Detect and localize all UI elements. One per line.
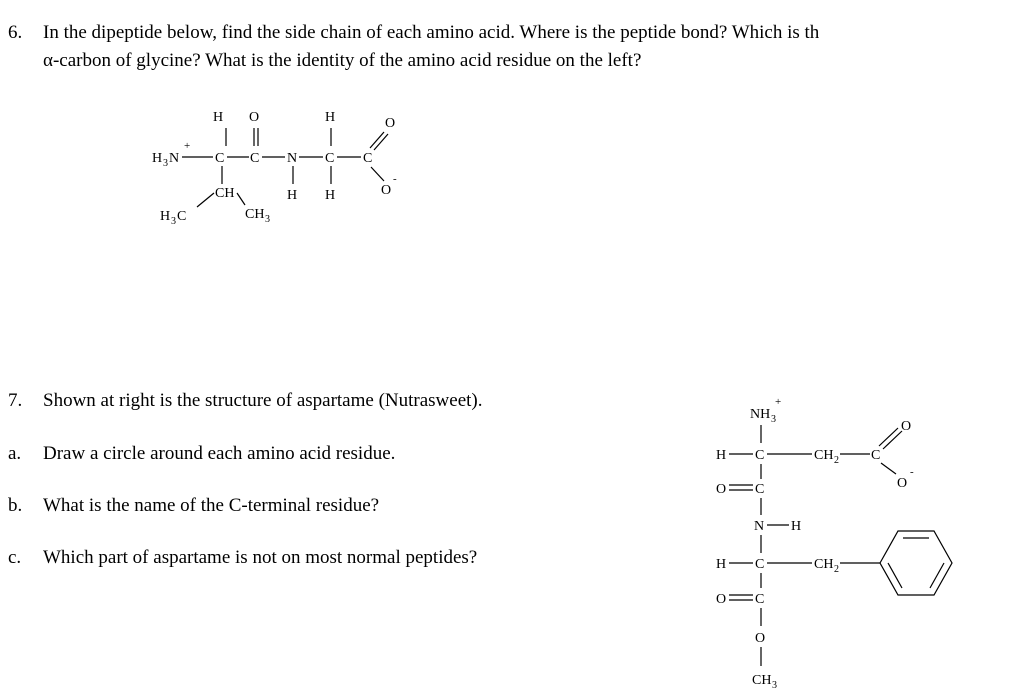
bond-c4-o-minus bbox=[371, 167, 384, 181]
n-terminus-charge: + bbox=[184, 140, 191, 152]
sub-question-b-text: What is the name of the C-terminal residue? bbox=[43, 495, 380, 516]
sub-question-c-text: Which part of aspartame is not on most normal peptides? bbox=[43, 547, 478, 568]
sub-question-a-label: a. bbox=[8, 443, 22, 464]
asp-ch2: CH bbox=[814, 448, 834, 463]
benzene-ring bbox=[880, 531, 952, 595]
methyl-sub: 3 bbox=[772, 680, 777, 691]
bond-ch-h3c bbox=[197, 193, 214, 207]
phe-ch2: CH bbox=[814, 557, 834, 572]
side-chain-ch: CH bbox=[215, 186, 235, 201]
amide-n: N bbox=[287, 151, 298, 166]
asp-carboxyl-c: C bbox=[871, 448, 881, 463]
bond-ch-ch3 bbox=[237, 193, 245, 205]
asp-ch2-sub: 2 bbox=[834, 455, 839, 466]
n-terminus-h: H bbox=[152, 151, 163, 166]
alpha-c-1: C bbox=[215, 151, 225, 166]
phe-ch2-sub: 2 bbox=[834, 564, 839, 575]
question-text: Shown at right is the structure of aspartame (Nutrasweet). bbox=[43, 390, 483, 411]
alpha-h-1: H bbox=[213, 110, 224, 125]
question-text-line-2: α-carbon of glycine? What is the identity of the amino acid residue on the left? bbox=[43, 50, 642, 71]
alpha-h-3: H bbox=[325, 188, 336, 203]
carboxyl-c: C bbox=[363, 151, 373, 166]
amino-nh: NH bbox=[750, 407, 771, 422]
question-text-line-1: In the dipeptide below, find the side chain of each amino acid. Where is the peptide bond? Which is th bbox=[43, 22, 820, 43]
sub-question-c-label: c. bbox=[8, 547, 22, 568]
aspartame-structure bbox=[716, 396, 952, 691]
ester-o: O bbox=[755, 631, 766, 646]
carboxylate-charge: - bbox=[393, 173, 397, 185]
carbonyl-c: C bbox=[250, 151, 260, 166]
benzene-inner-3 bbox=[888, 563, 902, 588]
carboxyl-o-top: O bbox=[385, 116, 396, 131]
benzene-inner-2 bbox=[930, 563, 944, 588]
alpha-h-phe: H bbox=[716, 557, 727, 572]
methyl-left-sub: 3 bbox=[171, 216, 176, 227]
carbonyl-o-asp: O bbox=[716, 482, 727, 497]
amino-sub: 3 bbox=[771, 414, 776, 425]
carboxylate-o: O bbox=[381, 183, 392, 198]
alpha-c-2: C bbox=[325, 151, 335, 166]
amide-h: H bbox=[287, 188, 298, 203]
asp-carboxylate-charge: - bbox=[910, 466, 914, 478]
sub-question-a-text: Draw a circle around each amino acid residue. bbox=[43, 443, 396, 464]
methyl-ch: CH bbox=[752, 673, 772, 688]
bond-c-o-minus-asp bbox=[881, 463, 896, 474]
amino-charge: + bbox=[775, 396, 782, 408]
alpha-h-2: H bbox=[325, 110, 336, 125]
dipeptide-structure bbox=[152, 110, 397, 227]
asp-carboxylate-o: O bbox=[897, 476, 908, 491]
methyl-left-c: C bbox=[177, 209, 187, 224]
alpha-c-asp: C bbox=[755, 448, 765, 463]
methyl-left-h: H bbox=[160, 209, 171, 224]
n-terminus-sub: 3 bbox=[163, 158, 168, 169]
asp-carboxyl-o-top: O bbox=[901, 419, 912, 434]
amide-h-asp: H bbox=[791, 519, 802, 534]
carbonyl-o-phe: O bbox=[716, 592, 727, 607]
amide-n-asp: N bbox=[754, 519, 765, 534]
carbonyl-c-asp: C bbox=[755, 482, 765, 497]
bond-c4-o-b bbox=[374, 134, 388, 150]
n-terminus-n: N bbox=[169, 151, 180, 166]
alpha-h-asp: H bbox=[716, 448, 727, 463]
question-number: 6. bbox=[8, 22, 23, 43]
alpha-c-phe: C bbox=[755, 557, 765, 572]
carbonyl-c-phe: C bbox=[755, 592, 765, 607]
question-number: 7. bbox=[8, 390, 23, 411]
methyl-right-sub: 3 bbox=[265, 214, 270, 225]
bond-c4-o-a bbox=[370, 132, 384, 148]
sub-question-b-label: b. bbox=[8, 495, 23, 516]
methyl-right-ch: CH bbox=[245, 207, 265, 222]
carbonyl-o-1: O bbox=[249, 110, 260, 125]
